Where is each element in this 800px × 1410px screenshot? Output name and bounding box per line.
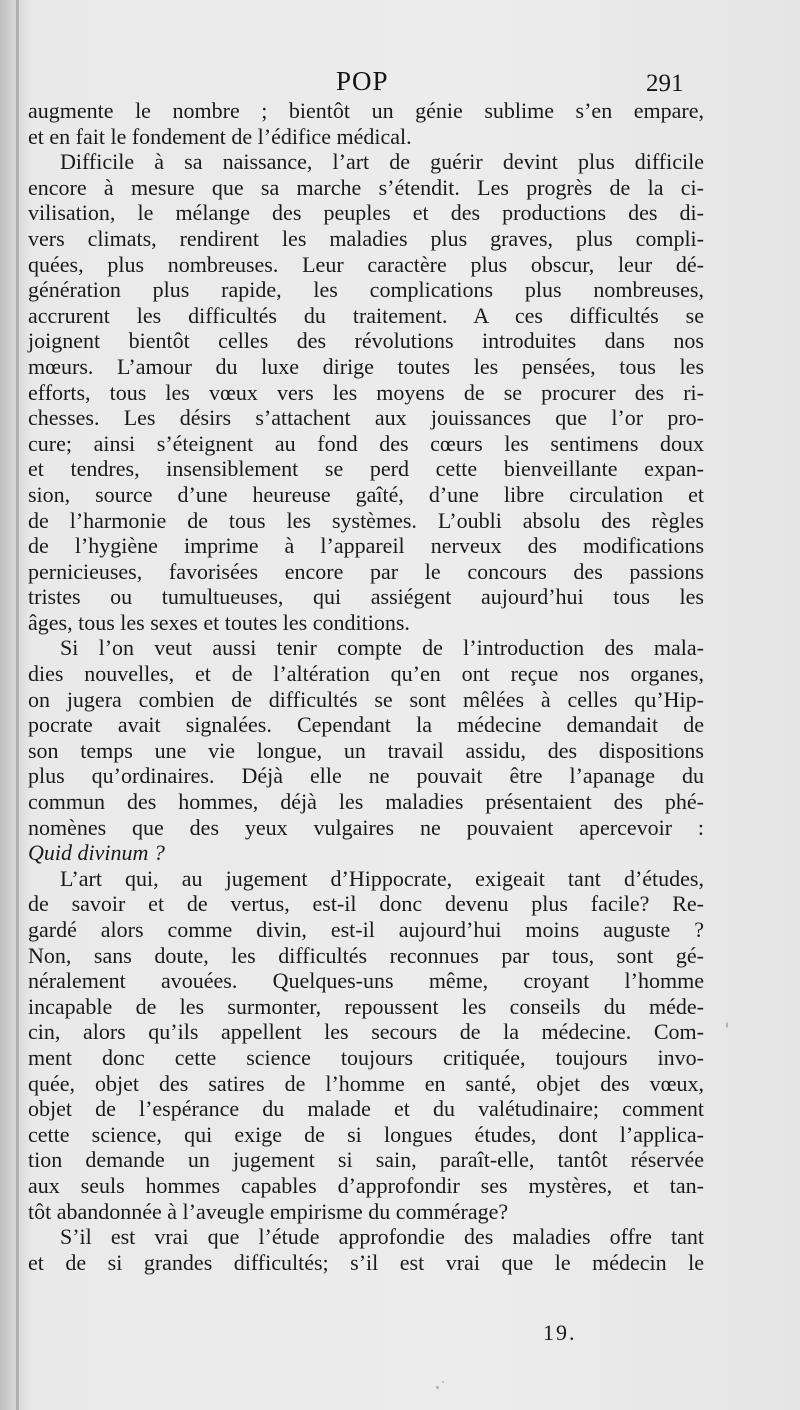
text-line: vilisation, le mélange des peuples et des productions des di- — [28, 200, 704, 226]
text-line-italic: Quid divinum ? — [28, 840, 165, 866]
text-line: aux seuls hommes capables d’approfondir ses mystères, et tan- — [28, 1172, 704, 1198]
paper-speck — [726, 1022, 728, 1028]
text-line: on jugera combien de difficultés se sont mêlées à celles qu’Hip- — [28, 686, 704, 712]
text-line: gardé alors comme divin, est-il aujourd’hui moins auguste ? — [28, 917, 704, 942]
text-line: de savoir et de vertus, est-il donc devenu plus facile? Re- — [28, 891, 704, 917]
text-line: nomènes que des yeux vulgaires ne pouvaient apercevoir : — [28, 814, 704, 840]
body-text — [28, 98, 704, 1275]
paper-speck — [436, 1386, 439, 1389]
text-line: de l’harmonie de tous les systèmes. L’oubli absolu des règles — [28, 507, 704, 533]
paper-speck — [442, 1381, 444, 1383]
page-number: 291 — [646, 70, 684, 97]
page-header — [0, 66, 800, 100]
text-line: incapable de les surmonter, repoussent les conseils du méde- — [28, 993, 704, 1019]
text-line: et en fait le fondement de l’édifice médical. — [28, 123, 412, 149]
text-line: ment donc cette science toujours critiquée, toujours invo- — [28, 1044, 704, 1070]
text-line: commun des hommes, déjà les maladies présentaient des phé- — [28, 789, 704, 815]
text-line: objet de l’espérance du malade et du valétudinaire; comment — [28, 1096, 704, 1122]
text-line: pocrate avait signalées. Cependant la médecine demandait de — [28, 712, 704, 738]
text-line: L’art qui, au jugement d’Hippocrate, exigeait tant d’études, — [60, 865, 704, 891]
text-line: et de si grandes difficultés; s’il est vrai que le médecin le — [28, 1249, 704, 1275]
text-line: son temps une vie longue, un travail assidu, des dispositions — [28, 737, 704, 763]
text-line: encore à mesure que sa marche s’étendit. Les progrès de la ci- — [28, 174, 704, 200]
text-line: cure; ainsi s’éteignent au fond des cœurs les sentimens doux — [28, 430, 704, 456]
text-line: Difficile à sa naissance, l’art de guérir devint plus difficile — [60, 149, 704, 175]
text-line: âges, tous les sexes et toutes les conditions. — [28, 609, 410, 635]
text-line: tristes ou tumultueuses, qui assiégent aujourd’hui tous les — [28, 584, 704, 610]
text-line: mœurs. L’amour du luxe dirige toutes les pensées, tous les — [28, 353, 704, 379]
page-gutter-shadow — [16, 0, 19, 1410]
text-line: augmente le nombre ; bientôt un génie sublime s’en empare, — [28, 98, 704, 123]
text-line: tôt abandonnée à l’aveugle empirisme du commérage? — [28, 1198, 509, 1224]
text-line: Non, sans doute, les difficultés reconnues par tous, sont gé- — [28, 942, 704, 968]
running-head: POP — [336, 66, 389, 96]
text-line: joignent bientôt celles des révolutions introduites dans nos — [28, 328, 704, 354]
text-line: efforts, tous les vœux vers les moyens de se procurer des ri- — [28, 379, 704, 405]
text-line: Si l’on veut aussi tenir compte de l’introduction des mala- — [60, 635, 704, 661]
signature-mark: 19. — [543, 1320, 577, 1345]
text-line: accrurent les difficultés du traitement. A ces difficultés se — [28, 302, 704, 328]
text-line: tion demande un jugement si sain, paraît-elle, tantôt réservée — [28, 1147, 704, 1173]
text-line: chesses. Les désirs s’attachent aux jouissances que l’or pro- — [28, 405, 704, 431]
text-line: et tendres, insensiblement se perd cette bienveillante expan- — [28, 456, 704, 482]
text-line: quée, objet des satires de l’homme en santé, objet des vœux, — [28, 1070, 704, 1096]
text-line: néralement avouées. Quelques-uns même, croyant l’homme — [28, 968, 704, 994]
text-line: de l’hygiène imprime à l’appareil nerveux des modifications — [28, 533, 704, 559]
text-line: sion, source d’une heureuse gaîté, d’une libre circulation et — [28, 481, 704, 507]
text-line: dies nouvelles, et de l’altération qu’en ont reçue nos organes, — [28, 661, 704, 687]
text-line: génération plus rapide, les complications plus nombreuses, — [28, 277, 704, 303]
text-line: plus qu’ordinaires. Déjà elle ne pouvait être l’apanage du — [28, 763, 704, 789]
text-line: pernicieuses, favorisées encore par le concours des passions — [28, 558, 704, 584]
text-line: cette science, qui exige de si longues études, dont l’applica- — [28, 1121, 704, 1147]
text-line: S’il est vrai que l’étude approfondie des maladies offre tant — [60, 1224, 704, 1250]
text-line: quées, plus nombreuses. Leur caractère plus obscur, leur dé- — [28, 251, 704, 277]
text-line: cin, alors qu’ils appellent les secours de la médecine. Com- — [28, 1019, 704, 1045]
text-line: vers climats, rendirent les maladies plus graves, plus compli- — [28, 225, 704, 251]
